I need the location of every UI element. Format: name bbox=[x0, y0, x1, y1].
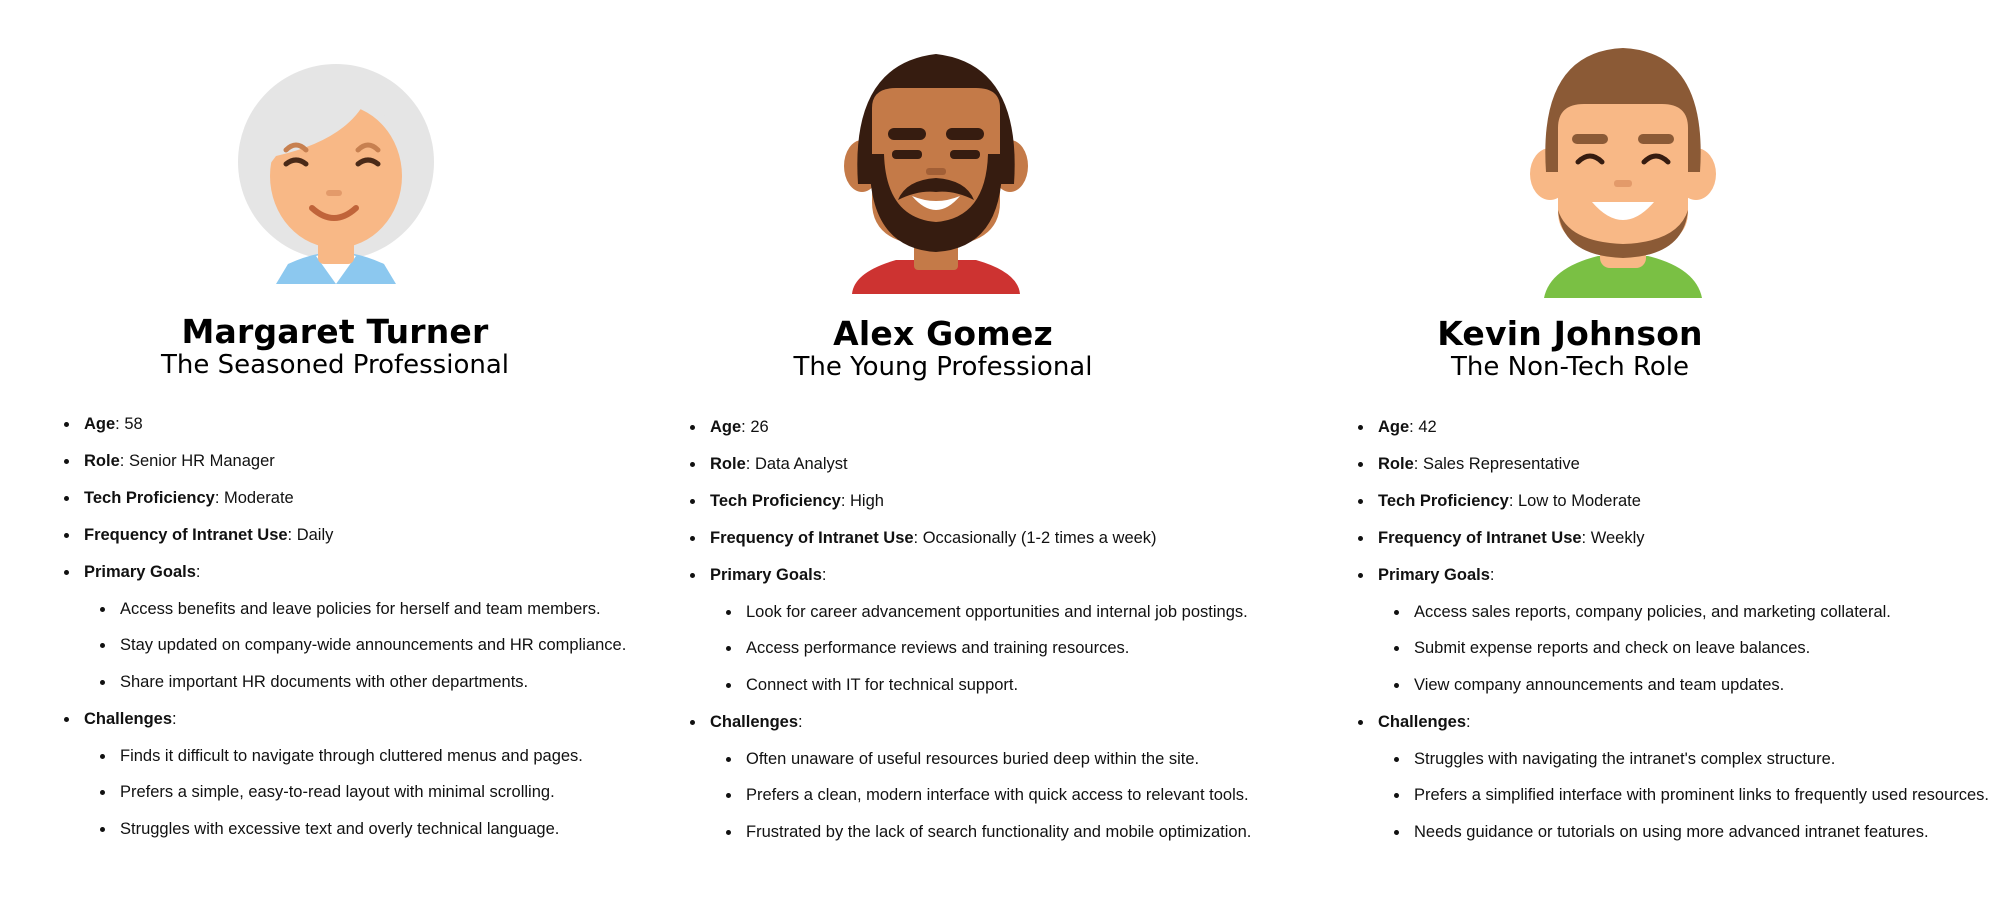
age-value: 58 bbox=[124, 415, 143, 433]
goal-item: • Access sales reports, company policies, and marketing collateral. bbox=[1410, 601, 1989, 624]
goal-item: • Submit expense reports and check on leave balances. bbox=[1410, 637, 1989, 660]
primary-goals-item: • Primary Goals: • Access sales reports, company policies, and marketing collateral. • Submit expense reports and check on leave balances. • View company announcements and team updates. bbox=[1374, 564, 1989, 697]
age-label: Age bbox=[710, 418, 742, 436]
frequency-label: Frequency of Intranet Use bbox=[710, 529, 914, 547]
persona-card-alex bbox=[630, 0, 1252, 903]
persona-name: Kevin Johnson bbox=[1437, 314, 1703, 353]
goal-item: • Stay updated on company-wide announcements and HR compliance. bbox=[116, 634, 626, 657]
age-label: Age bbox=[1378, 418, 1410, 436]
persona-subtitle: The Seasoned Professional bbox=[160, 350, 509, 380]
tech-proficiency-label: Tech Proficiency bbox=[84, 489, 215, 507]
age-value: 26 bbox=[750, 418, 769, 436]
persona-card-kevin bbox=[1294, 0, 2004, 903]
goal-item: • Connect with IT for technical support. bbox=[742, 674, 1251, 697]
challenges-item: • Challenges: • Finds it difficult to navigate through cluttered menus and pages. • Prefers a simple, easy-to-read layout with minimal scrolling. • Struggles with excessive text and overly technical language. bbox=[80, 708, 626, 841]
challenges-item: • Challenges: • Struggles with navigating the intranet's complex structure. • Prefers a simplified interface with prominent links to frequently used resources. • Needs guidance or tutorials on using more advanced intranet features. bbox=[1374, 711, 1989, 844]
goal-item: • Look for career advancement opportunities and internal job postings. bbox=[742, 601, 1251, 624]
goal-item: • Access benefits and leave policies for herself and team members. bbox=[116, 598, 626, 621]
role-label: Role bbox=[1378, 455, 1414, 473]
frequency-item: • Frequency of Intranet Use: Weekly bbox=[1374, 527, 1989, 550]
challenge-item: • Struggles with navigating the intranet's complex structure. bbox=[1410, 748, 1989, 771]
tech-proficiency-value: High bbox=[850, 492, 884, 510]
role-item: • Role: Sales Representative bbox=[1374, 453, 1989, 476]
frequency-label: Frequency of Intranet Use bbox=[1378, 529, 1582, 547]
role-value: Senior HR Manager bbox=[128, 452, 275, 470]
goal-item: • Share important HR documents with other departments. bbox=[116, 671, 626, 694]
primary-goals-label: Primary Goals bbox=[1378, 566, 1490, 584]
bearded-man-avatar-icon bbox=[836, 34, 1036, 294]
role-label: Role bbox=[710, 455, 746, 473]
frequency-value: Daily bbox=[296, 526, 334, 544]
persona-details-list bbox=[58, 413, 626, 855]
age-item: • Age: 26 bbox=[706, 416, 1251, 439]
challenges-list bbox=[710, 748, 1251, 844]
challenge-item: • Prefers a simplified interface with prominent links to frequently used resources. bbox=[1410, 784, 1989, 807]
frequency-value: Weekly bbox=[1590, 529, 1645, 547]
primary-goals-label: Primary Goals bbox=[710, 566, 822, 584]
challenges-list bbox=[1378, 748, 1989, 844]
role-item: • Role: Data Analyst bbox=[706, 453, 1251, 476]
persona-subtitle: The Non-Tech Role bbox=[1451, 352, 1689, 382]
challenge-item: • Prefers a clean, modern interface with quick access to relevant tools. bbox=[742, 784, 1251, 807]
smiling-man-avatar-icon bbox=[1528, 42, 1718, 298]
challenge-item: • Often unaware of useful resources buried deep within the site. bbox=[742, 748, 1251, 771]
persona-details-list bbox=[1352, 416, 1989, 858]
persona-name: Margaret Turner bbox=[181, 312, 489, 351]
frequency-label: Frequency of Intranet Use bbox=[84, 526, 288, 544]
challenge-item: • Struggles with excessive text and overly technical language. bbox=[116, 818, 626, 841]
role-item: • Role: Senior HR Manager bbox=[80, 450, 626, 473]
challenge-item: • Needs guidance or tutorials on using more advanced intranet features. bbox=[1410, 821, 1989, 844]
persona-subtitle: The Young Professional bbox=[793, 352, 1093, 382]
challenges-label: Challenges bbox=[1378, 712, 1467, 731]
tech-proficiency-value: Moderate bbox=[224, 489, 294, 507]
age-item: • Age: 42 bbox=[1374, 416, 1989, 439]
role-value: Data Analyst bbox=[754, 455, 848, 473]
persona-name: Alex Gomez bbox=[833, 314, 1053, 353]
challenge-item: • Prefers a simple, easy-to-read layout with minimal scrolling. bbox=[116, 781, 626, 804]
frequency-item: • Frequency of Intranet Use: Occasionally (1-2 times a week) bbox=[706, 527, 1251, 550]
tech-proficiency-label: Tech Proficiency bbox=[1378, 492, 1509, 510]
age-value: 42 bbox=[1418, 418, 1437, 436]
role-label: Role bbox=[84, 452, 120, 470]
persona-card-margaret bbox=[0, 0, 660, 903]
goal-item: • Access performance reviews and training resources. bbox=[742, 637, 1251, 660]
primary-goals-list bbox=[1378, 601, 1989, 697]
challenges-label: Challenges bbox=[710, 712, 799, 731]
tech-proficiency-value: Low to Moderate bbox=[1518, 492, 1641, 510]
tech-proficiency-item: • Tech Proficiency: High bbox=[706, 490, 1251, 513]
challenges-item: • Challenges: • Often unaware of useful resources buried deep within the site. • Prefers a clean, modern interface with quick access to relevant tools. • Frustrated by the lack of search functionality and mobile optimization. bbox=[706, 711, 1251, 844]
elderly-woman-avatar-icon bbox=[236, 52, 436, 284]
challenges-label: Challenges bbox=[84, 709, 173, 728]
challenges-list bbox=[84, 745, 626, 841]
primary-goals-list bbox=[84, 598, 626, 694]
primary-goals-list bbox=[710, 601, 1251, 697]
frequency-item: • Frequency of Intranet Use: Daily bbox=[80, 524, 626, 547]
age-label: Age bbox=[84, 415, 116, 433]
primary-goals-label: Primary Goals bbox=[84, 563, 196, 581]
role-value: Sales Representative bbox=[1422, 455, 1580, 473]
primary-goals-item: • Primary Goals: • Access benefits and leave policies for herself and team members. • Stay updated on company-wide announcements and HR compliance. • Share important HR documents with other departments. bbox=[80, 561, 626, 694]
goal-item: • View company announcements and team updates. bbox=[1410, 674, 1989, 697]
tech-proficiency-label: Tech Proficiency bbox=[710, 492, 841, 510]
tech-proficiency-item: • Tech Proficiency: Low to Moderate bbox=[1374, 490, 1989, 513]
tech-proficiency-item: • Tech Proficiency: Moderate bbox=[80, 487, 626, 510]
challenge-item: • Frustrated by the lack of search functionality and mobile optimization. bbox=[742, 821, 1251, 844]
challenge-item: • Finds it difficult to navigate through cluttered menus and pages. bbox=[116, 745, 626, 768]
age-item: • Age: 58 bbox=[80, 413, 626, 436]
persona-details-list bbox=[684, 416, 1251, 858]
primary-goals-item: • Primary Goals: • Look for career advancement opportunities and internal job postings. • Access performance reviews and training resources. • Connect with IT for technical support. bbox=[706, 564, 1251, 697]
frequency-value: Occasionally (1-2 times a week) bbox=[922, 529, 1157, 547]
